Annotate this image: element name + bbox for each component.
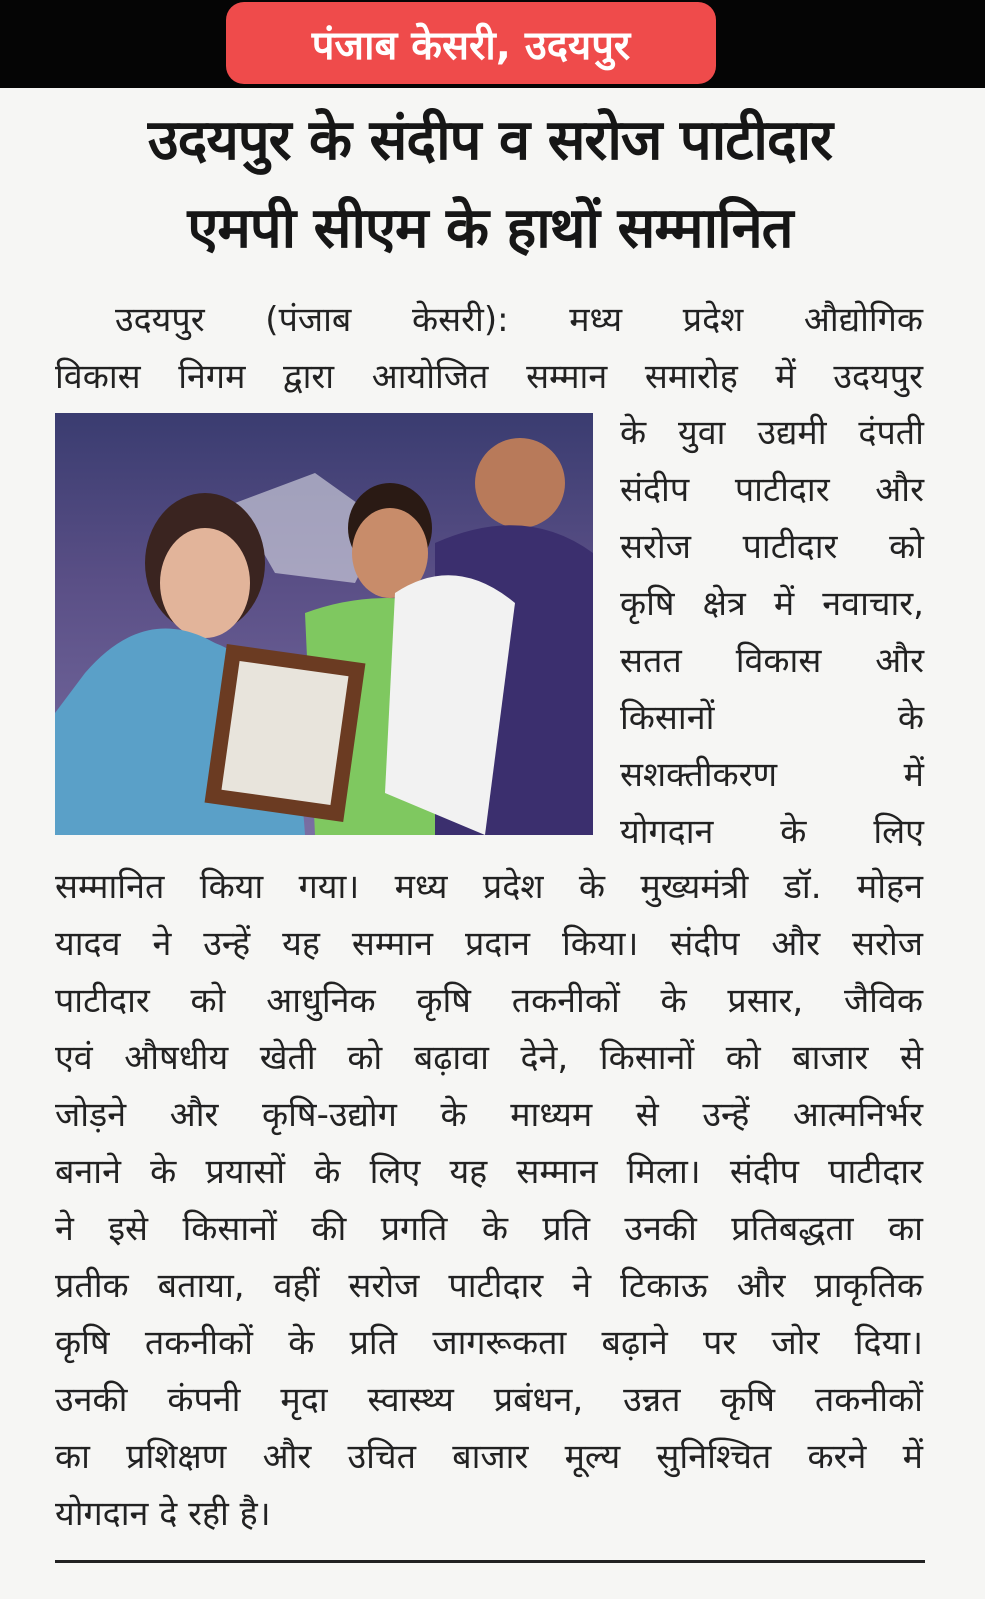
body-line: एवं औषधीय खेती को बढ़ावा देने, किसानों को बाजार से <box>55 1038 923 1078</box>
side-line: कृषि क्षेत्र में नवाचार, <box>620 584 924 624</box>
side-line: सशक्तीकरण में <box>620 755 924 795</box>
intro-line: उदयपुर (पंजाब केसरी): मध्य प्रदेश औद्योगिक <box>115 300 923 340</box>
body-line: सम्मानित किया गया। मध्य प्रदेश के मुख्यमंत्री डॉ. मोहन <box>55 867 923 907</box>
side-line: किसानों के <box>620 698 924 738</box>
top-bar <box>0 0 985 88</box>
side-line: सरोज पाटीदार को <box>620 527 924 567</box>
body-line: उनकी कंपनी मृदा स्वास्थ्य प्रबंधन, उन्नत कृषि तकनीकों <box>55 1380 923 1420</box>
body-line: यादव ने उन्हें यह सम्मान प्रदान किया। संदीप और सरोज <box>55 924 923 964</box>
body-line: प्रतीक बताया, वहीं सरोज पाटीदार ने टिकाऊ और प्राकृतिक <box>55 1266 923 1306</box>
side-line: सतत विकास और <box>620 641 924 681</box>
body-line: का प्रशिक्षण और उचित बाजार मूल्य सुनिश्चित करने में <box>55 1437 923 1477</box>
side-line: योगदान के लिए <box>620 812 924 852</box>
award-photo <box>55 413 593 835</box>
body-line: जोड़ने और कृषि-उद्योग के माध्यम से उन्हें आत्मनिर्भर <box>55 1095 923 1135</box>
body-line: बनाने के प्रयासों के लिए यह सम्मान मिला। संदीप पाटीदार <box>55 1152 923 1192</box>
body-line: ने इसे किसानों की प्रगति के प्रति उनकी प्रतिबद्धता का <box>55 1209 923 1249</box>
body-line: पाटीदार को आधुनिक कृषि तकनीकों के प्रसार, जैविक <box>55 981 923 1021</box>
intro-line: विकास निगम द्वारा आयोजित सम्मान समारोह में उदयपुर <box>55 357 923 397</box>
body-line: योगदान दे रही है। <box>55 1494 271 1534</box>
headline-line-2: एमपी सीएम के हाथों सम्मानित <box>187 196 793 261</box>
body-line: कृषि तकनीकों के प्रति जागरूकता बढ़ाने पर जोर दिया। <box>55 1323 923 1363</box>
side-line: के युवा उद्यमी दंपती <box>620 413 924 453</box>
bottom-divider <box>55 1560 925 1563</box>
source-badge: पंजाब केसरी, उदयपुर <box>226 2 716 84</box>
headline-line-1: उदयपुर के संदीप व सरोज पाटीदार <box>147 108 833 173</box>
side-line: संदीप पाटीदार और <box>620 470 924 510</box>
